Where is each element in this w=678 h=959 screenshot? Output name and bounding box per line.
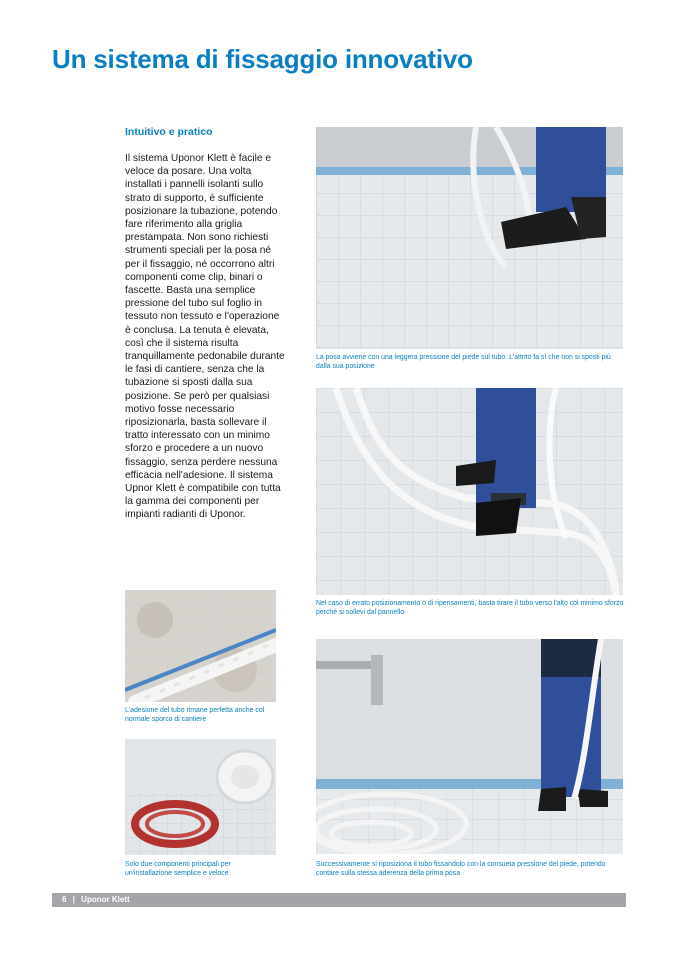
- caption-photo4: Solo due componenti principali per un'installazione semplice e veloce: [125, 861, 231, 877]
- section-subhead: Intuitivo e pratico: [125, 126, 213, 138]
- photo-tube-on-dirty-panel: [125, 590, 276, 702]
- footer-separator: |: [72, 895, 75, 904]
- caption-photo2: Nel caso di errato posizionamento o di ripensamenti, basta tirare il tubo verso l'alto col minimo sforzo perché si sollevi dal pannello: [316, 600, 624, 616]
- photo-two-components: [125, 739, 276, 855]
- caption-photo3: L'adesione del tubo rimane perfetta anche col normale sporco di cantiere: [125, 707, 265, 723]
- page-number: 6: [62, 895, 67, 904]
- caption-photo1: La posa avviene con una leggera pressione del piede sul tubo. L'attrito fa sì che non si sposti più dalla sua posizione: [316, 354, 611, 370]
- page-title: Un sistema di fissaggio innovativo: [52, 44, 473, 74]
- footer-bar: [52, 893, 626, 907]
- photo-pulling-tube: [316, 388, 623, 595]
- body-text: Il sistema Uponor Klett è facile e veloce da posare. Una volta installati i pannelli isolanti sullo strato di supporto, è sufficiente posizionare la tubazione, potendo fare riferimento alla griglia prestampata. Non sono richiesti strumenti speciali per la posa né per il fissaggio, né occorrono altri componenti come clip, binari o fascette. Basta una semplice pressione del tubo sul foglio in tessuto non tessuto e l'operazione è conclusa. La tenuta è elevata, così che il sistema risulta tranquillamente pedonabile durante le fasi di cantiere, senza che la tubazione si sposti dalla sua posizione. Se però per qualsiasi motivo fosse necessario riposizionarla, basta sollevare il tratto interessato con un minimo sforzo e procedere a un nuovo fissaggio, senza perdere nessuna efficacia nell'adesione. Il sistema Upnor Klett è compatibile con tutta la gamma dei componenti per impianti radianti di Uponor.: [125, 153, 285, 521]
- photo-repositioning-tube: [316, 639, 623, 854]
- photo-foot-pressing-tube: [316, 127, 623, 349]
- footer-brand: Uponor Klett: [81, 895, 130, 904]
- caption-photo5: Successivamente si riposiziona il tubo fissandolo con la consueta pressione del piede, potendo contare sulla stessa aderenza della prima posa: [316, 861, 606, 877]
